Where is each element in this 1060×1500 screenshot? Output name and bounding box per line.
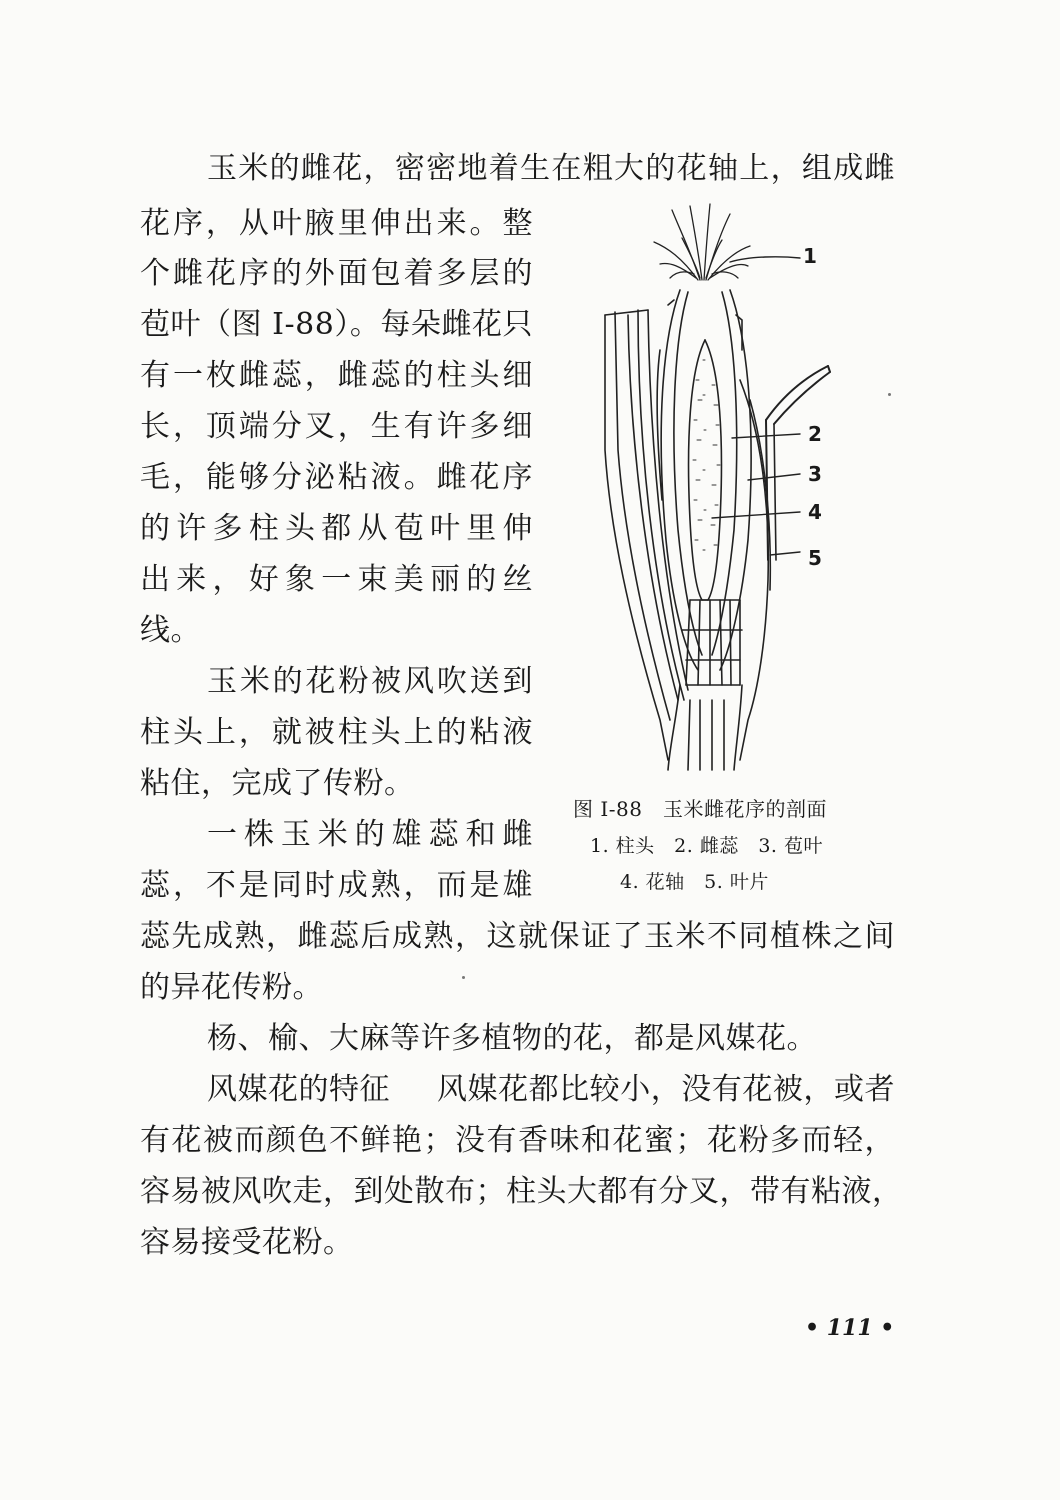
text-line: 容易接受花粉。 xyxy=(140,1225,354,1260)
print-speck xyxy=(888,393,891,396)
text-line: 的异花传粉。 xyxy=(140,970,323,1005)
text-line: 苞叶（图 I-88）。每朵雌花只 xyxy=(140,307,533,342)
figure-label-5: 5 xyxy=(808,546,822,570)
caption-title: 图 I-88 玉米雌花序的剖面 xyxy=(573,797,827,821)
text-line: 玉米的雌花，密密地着生在粗大的花轴上，组成雌 xyxy=(207,151,895,186)
text-line: 风媒花都比较小，没有花被，或者 xyxy=(437,1072,895,1107)
figure-label-4: 4 xyxy=(808,500,822,524)
figure-label-3: 3 xyxy=(808,462,822,486)
text-line: 杨、榆、大麻等许多植物的花，都是风媒花。 xyxy=(207,1021,817,1056)
text-line: 长，顶端分叉，生有许多细 xyxy=(140,409,533,444)
text-line: 粘住，完成了传粉。 xyxy=(140,766,415,801)
figure-label-1: 1 xyxy=(803,244,817,268)
silks xyxy=(654,204,750,280)
text-line: 个雌花序的外面包着多层的 xyxy=(140,256,533,291)
figure-label-2: 2 xyxy=(808,422,822,446)
text-line: 花序，从叶腋里伸出来。整 xyxy=(140,206,533,241)
print-speck xyxy=(462,976,465,979)
caption-legend-line-2: 4. 花轴 5. 叶片 xyxy=(620,871,769,893)
text-line: 玉米的花粉被风吹送到 xyxy=(207,664,533,699)
husk-leaves xyxy=(605,290,830,760)
page-number: • 111 • xyxy=(805,1315,895,1341)
text-line: 的许多柱头都从苞叶里伸 xyxy=(140,511,533,546)
text-line: 蕊先成熟，雌蕊后成熟，这就保证了玉米不同植株之间 xyxy=(140,919,895,954)
text-line: 有一枚雌蕊，雌蕊的柱头细 xyxy=(140,358,533,393)
caption-legend-line-1: 1. 柱头 2. 雌蕊 3. 苞叶 xyxy=(590,835,824,857)
text-line: 出来，好象一束美丽的丝 xyxy=(140,562,533,597)
ear-cross-section-illustration xyxy=(590,200,840,780)
text-line: 一株玉米的雄蕊和雌 xyxy=(207,817,533,852)
text-line: 毛，能够分泌粘液。雌花序 xyxy=(140,460,533,495)
text-line: 线。 xyxy=(140,613,201,648)
text-line: 容易被风吹走，到处散布；柱头大都有分叉，带有粘液， xyxy=(140,1174,903,1209)
text-line: 有花被而颜色不鲜艳；没有香味和花蜜；花粉多而轻， xyxy=(140,1123,895,1158)
text-line: 蕊，不是同时成熟，而是雄 xyxy=(140,868,533,903)
text-line: 柱头上，就被柱头上的粘液 xyxy=(140,715,533,750)
section-heading: 风媒花的特征 xyxy=(207,1072,390,1107)
